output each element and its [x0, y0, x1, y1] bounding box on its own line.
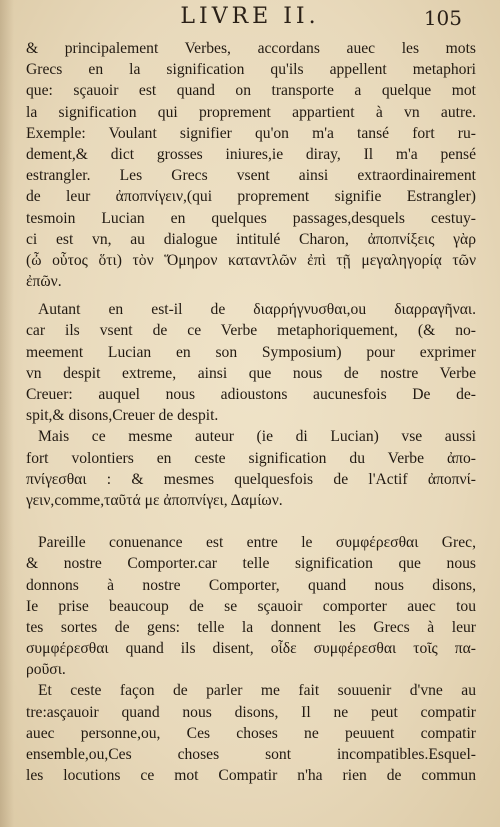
page-number: 105	[423, 6, 462, 30]
text-line: auec personne,ou, Ces choses ne peuuent compatir	[26, 724, 476, 742]
text-line: γειν,comme,ταῦτά με ἀποπνίγει, Δαμίων.	[26, 491, 283, 509]
text-line: donnons à nostre Comporter, quand nous disons,	[26, 576, 476, 594]
text-line-greek: (ὦ οὗτος ὅτι) τὸν Ὅμηρον καταντλῶν ἐπὶ τῇ μεγαληγορίᾳ τῶν	[26, 251, 476, 269]
text-line: Grecs en la signification qu'ils appellent metaphori	[26, 61, 476, 79]
text-line: tre:asçauoir quand nous disons, Il ne peut compatir	[26, 703, 476, 721]
text-line: spit,& disons,Creuer de despit.	[26, 407, 219, 425]
text-line: & principalement Verbes, accordans auec les mots	[26, 40, 476, 57]
running-head: LIVRE II.	[180, 4, 320, 29]
text-line: tes sortes de gens: telle la donnent les Grecs à leur	[26, 618, 476, 636]
text-line: tesmoin Lucian en quelques passages,desquels cestuy-	[26, 209, 476, 227]
text-line: estrangler. Les Grecs vsent ainsi extraordinairement	[26, 167, 476, 185]
text-line: les locutions ce mot Compatir n'ha rien de commun	[26, 767, 476, 785]
text-line: πνίγεσθαι : & mesmes quelquesfois de l'Actif ἀποπνί-	[26, 470, 476, 488]
text-line: car ils vsent de ce Verbe metaphoriquement, (& no-	[26, 322, 476, 340]
text-line: que: sçauoir est quand on transporte a quelque mot	[26, 82, 476, 100]
text-line: vn despit extreme, ainsi que nous de nostre Verbe	[26, 364, 476, 382]
paragraph-gap	[26, 292, 476, 299]
text-line: Ie prise beaucoup de se sçauoir comporter auec tou	[26, 597, 476, 615]
text-line: Et ceste façon de parler me fait souuenir d'vne au	[38, 682, 476, 700]
body-text	[26, 38, 476, 786]
text-line: ci est vn, au dialogue intitulé Charon, ἀποπνίξεις γὰρ	[26, 230, 476, 248]
text-line: meement Lucian en son Symposium) pour exprimer	[26, 343, 476, 361]
text-line: Autant en est-il de διαρρήγνυσθαι,ou διαρραγῆναι.	[38, 301, 476, 319]
text-line: fort volontiers en ceste signification du Verbe ἀπο-	[26, 449, 476, 467]
text-line: & nostre Comporter.car telle signification que nous	[26, 555, 476, 573]
page-gutter-shadow	[0, 0, 14, 827]
text-line: Pareille conuenance est entre le συμφέρεσθαι Grec,	[38, 534, 476, 552]
text-line: de leur ἀποπνίγειν,(qui proprement signifie Estrangler)	[26, 188, 476, 206]
text-line: Mais ce mesme auteur (ie di Lucian) vse aussi	[38, 428, 476, 446]
text-line: ensemble,ou,Ces choses sont incompatibles.Esquel-	[26, 746, 476, 763]
text-line: Exemple: Voulant signifier qu'on m'a tansé fort ru-	[26, 124, 476, 142]
text-line: la signification qui proprement appartient à vn autre.	[26, 103, 476, 121]
text-line-greek: συμφέρεσθαι quand ils disent, οἶδε συμφέρεσθαι τοῖς πα-	[26, 640, 476, 658]
text-line-greek: ἐπῶν.	[26, 273, 62, 291]
page-header	[0, 4, 500, 34]
text-line-greek: ροῦσι.	[26, 661, 66, 679]
section-gap	[26, 511, 476, 532]
text-line: Creuer: auquel nous adioustons aucunesfois De de-	[26, 386, 476, 403]
text-line: dement,& dict grosses iniures,ie diray, Il m'a pensé	[26, 145, 476, 163]
